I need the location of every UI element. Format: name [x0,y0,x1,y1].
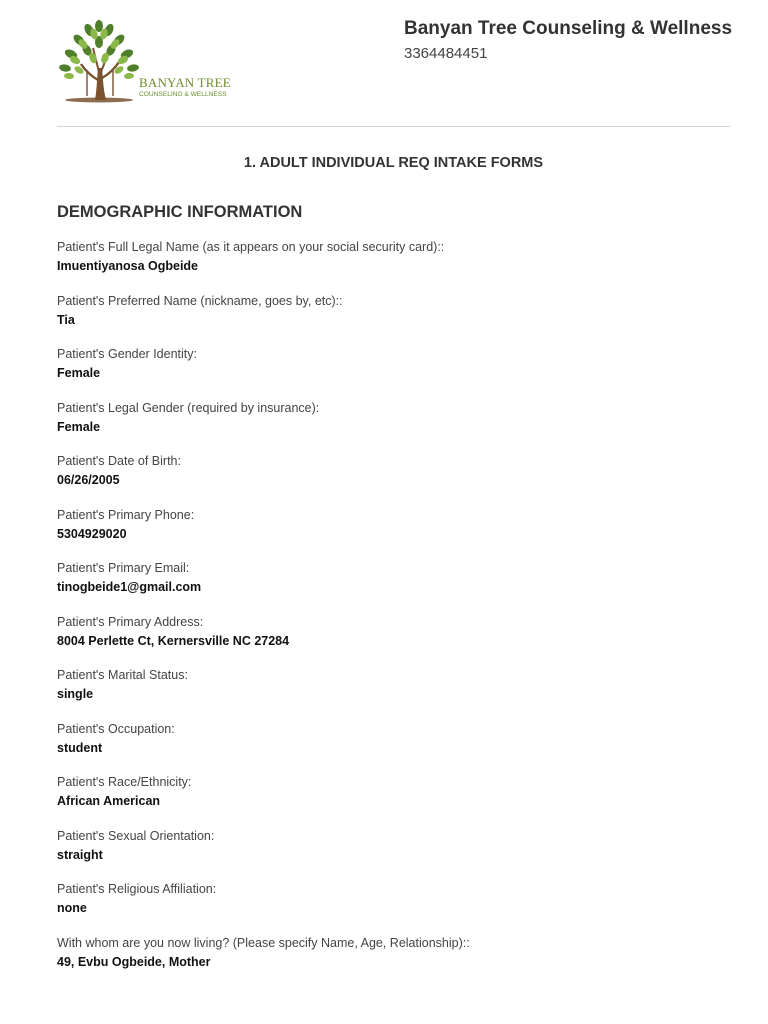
field-value: Tia [57,312,75,327]
field-race-ethnicity [57,774,730,828]
field-label: Patient's Full Legal Name (as it appears on your social security card):: [57,240,445,254]
banyan-tree-logo [57,20,237,104]
field-value: 8004 Perlette Ct, Kernersville NC 27284 [57,633,290,648]
organization-phone: 3364484451 [404,45,488,62]
field-value: none [57,901,87,915]
field-gender-identity [57,346,730,400]
field-legal-gender [57,400,730,454]
field-label: Patient's Religious Affiliation: [57,882,217,896]
field-label: Patient's Date of Birth: [57,454,181,468]
field-date-of-birth [57,453,730,507]
field-label: Patient's Occupation: [57,721,175,736]
logo-wordmark [139,76,239,99]
field-list [57,239,730,988]
intake-form-page [57,0,733,969]
field-label: Patient's Primary Phone: [57,507,195,522]
field-preferred-name [57,293,730,347]
field-primary-email [57,560,730,614]
field-label: Patient's Primary Email: [57,561,190,575]
field-label: Patient's Primary Address: [57,614,204,629]
field-value: Female [57,419,101,434]
field-label: Patient's Legal Gender (required by insurance): [57,400,320,415]
field-label: Patient's Race/Ethnicity: [57,775,192,789]
field-value: tinogbeide1@gmail.com [57,580,202,594]
field-label: Patient's Gender Identity: [57,347,197,361]
field-living-with [57,935,730,989]
field-label: Patient's Marital Status: [57,668,188,682]
logo-name: BANYAN TREE [139,75,231,90]
section-title: DEMOGRAPHIC INFORMATION [57,203,303,221]
field-label: Patient's Preferred Name (nickname, goes by, etc):: [57,293,343,308]
field-religious-affiliation [57,881,730,935]
form-header [57,0,733,127]
field-primary-address [57,614,730,668]
field-value: Imuentiyanosa Ogbeide [57,259,199,273]
field-sexual-orientation [57,828,730,882]
field-full-legal-name [57,239,730,293]
field-value: African American [57,794,161,808]
organization-name: Banyan Tree Counseling & Wellness [404,18,733,39]
field-primary-phone [57,507,730,561]
field-label: Patient's Sexual Orientation: [57,828,215,843]
field-value: single [57,687,94,701]
field-label: With whom are you now living? (Please specify Name, Age, Relationship):: [57,935,470,950]
field-value: 06/26/2005 [57,473,120,487]
field-marital-status [57,667,730,721]
field-value: Female [57,366,101,380]
field-value: 5304929020 [57,526,127,541]
field-value: student [57,740,103,755]
organization-info [404,17,733,63]
field-occupation [57,721,730,775]
form-title: 1. ADULT INDIVIDUAL REQ INTAKE FORMS [243,155,544,171]
logo-subtitle: COUNSELING & WELLNESS [139,91,227,98]
field-value: 49, Evbu Ogbeide, Mother [57,954,211,969]
field-value: straight [57,847,103,862]
